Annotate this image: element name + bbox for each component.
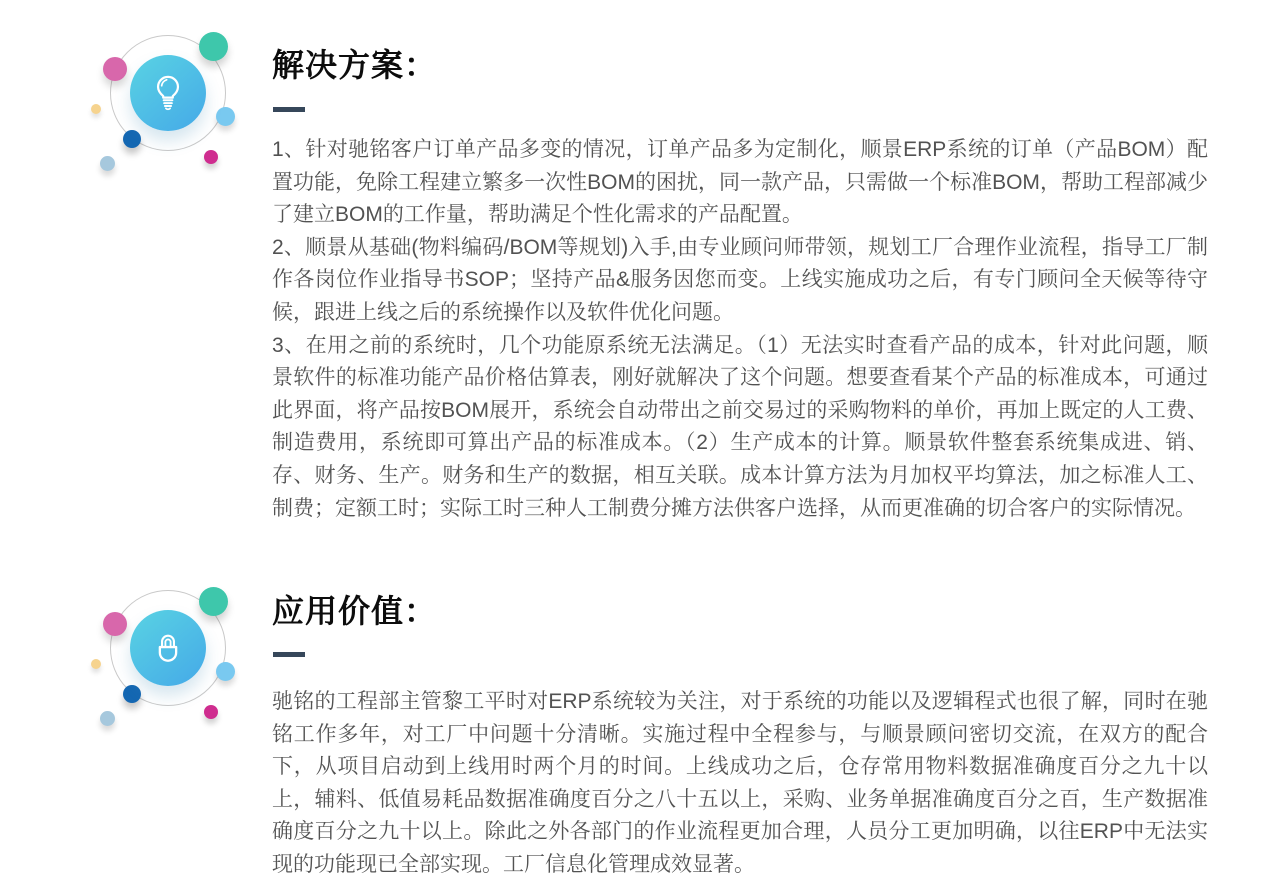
body-paragraph: 2、顺景从基础(物料编码/BOM等规划)入手,由专业顾问师带领，规划工厂合理作业流程，指导工厂制作各岗位作业指导书SOP；坚持产品&服务因您而变。上线实施成功之后，有专门顾问全天候等待守候，跟进上线之后的系统操作以及软件优化问题。 [272,235,1208,324]
decorative-dot-pink [103,57,127,81]
decorative-dot-magenta [204,150,218,164]
decorative-dot-steel [100,156,115,171]
decorative-dot-sky [216,107,235,126]
body-paragraph: 驰铭的工程部主管黎工平时对ERP系统较为关注，对于系统的功能以及逻辑程式也很了解，同时在驰铭工作多年，对工厂中问题十分清晰。实施过程中全程参与，与顺景顾问密切交流，在双方的配合下，从项目启动到上线用时两个月的时间。上线成功之后，仓存常用物料数据准确度百分之九十以上，辅料、低值易耗品数据准确度百分之八十五以上，采购、业务单据准确度百分之百，生产数据准确度百分之九十以上。除此之外各部门的作业流程更加合理，人员分工更加明确，以往ERP中无法实现的功能现已全部实现。工厂信息化管理成效显著。 [272,690,1208,876]
decorative-dot-magenta [204,705,218,719]
decorative-dot-navy [123,130,141,148]
gradient-circle [130,55,206,131]
decorative-dot-yellow [91,659,101,669]
value-icon-badge [85,580,255,750]
decorative-dot-teal [199,32,228,61]
decorative-dot-teal [199,587,228,616]
lock-icon [145,625,191,671]
decorative-dot-steel [100,711,115,726]
solution-body [272,134,1208,525]
section-heading-solution: 解决方案： [272,47,438,83]
heading-underline [273,107,305,112]
decorative-dot-pink [103,612,127,636]
body-paragraph: 1、针对驰铭客户订单产品多变的情况，订单产品多为定制化，顺景ERP系统的订单（产品BOM）配置功能，免除工程建立繁多一次性BOM的困扰，同一款产品，只需做一个标准BOM，帮助工程部减少了建立BOM的工作量，帮助满足个性化需求的产品配置。 [272,138,1208,227]
decorative-dot-navy [123,685,141,703]
section-heading-value: 应用价值： [272,593,438,629]
gradient-circle [130,610,206,686]
solution-icon-badge [85,25,255,195]
decorative-dot-sky [216,662,235,681]
value-body [272,686,1208,882]
lightbulb-icon [145,70,191,116]
decorative-dot-yellow [91,104,101,114]
body-paragraph: 3、在用之前的系统时，几个功能原系统无法满足。（1）无法实时查看产品的成本，针对此问题，顺景软件的标准功能产品价格估算表，刚好就解决了这个问题。想要查看某个产品的标准成本，可通过此界面，将产品按BOM展开，系统会自动带出之前交易过的采购物料的单价，再加上既定的人工费、制造费用，系统即可算出产品的标准成本。（2）生产成本的计算。顺景软件整套系统集成进、销、存、财务、生产。财务和生产的数据，相互关联。成本计算方法为月加权平均算法，加之标准人工、制费；定额工时；实际工时三种人工制费分摊方法供客户选择，从而更准确的切合客户的实际情况。 [272,333,1208,520]
heading-underline [273,652,305,657]
